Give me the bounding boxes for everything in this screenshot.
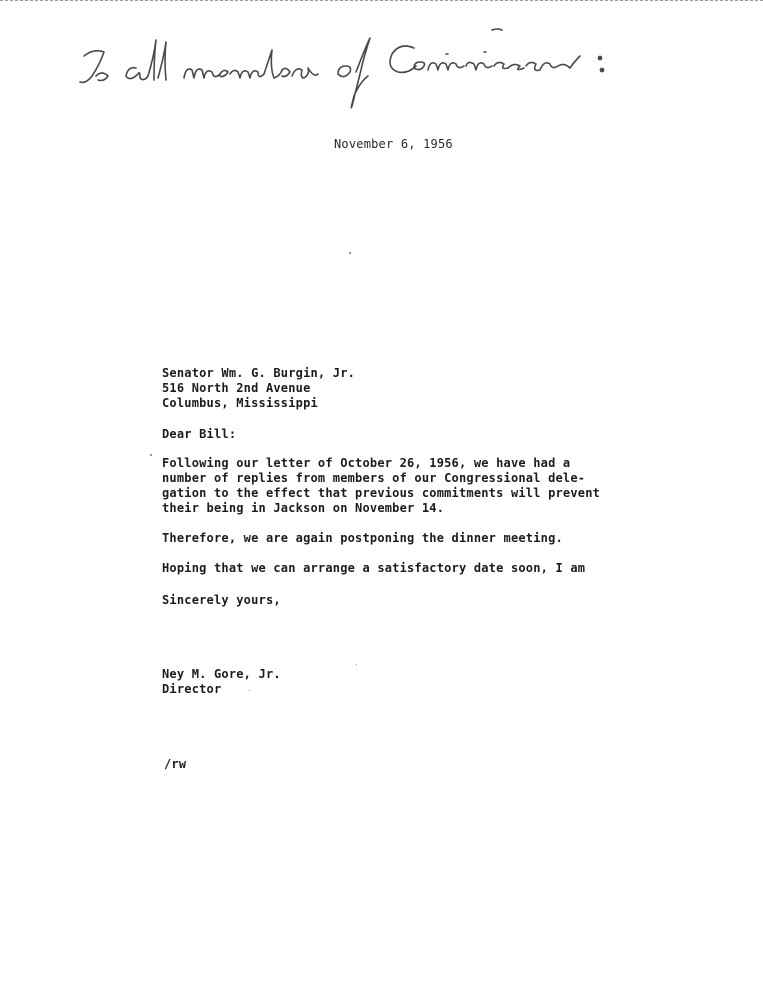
body-paragraph-1-line-1: Following our letter of October 26, 1956, we have had a [162, 456, 571, 470]
scan-speck [356, 664, 357, 665]
body-paragraph-2: Therefore, we are again postponing the dinner meeting. [162, 531, 563, 545]
scan-speck [150, 454, 152, 456]
recipient-city: Columbus, Mississippi [162, 396, 318, 410]
body-paragraph-1-line-3: gation to the effect that previous commitments will prevent [162, 486, 601, 500]
page-top-border [0, 0, 763, 1]
handwritten-note-drawing [74, 26, 634, 116]
signature-name: Ney M. Gore, Jr. [162, 667, 281, 681]
scan-speck [349, 252, 351, 254]
body-paragraph-1-line-2: number of replies from members of our Congressional dele- [162, 471, 586, 485]
body-paragraph-1-line-4: their being in Jackson on November 14. [162, 501, 445, 515]
scan-speck [249, 690, 250, 691]
body-paragraph-3: Hoping that we can arrange a satisfactory date soon, I am [162, 561, 586, 575]
closing: Sincerely yours, [162, 593, 281, 607]
reference-initials: /rw [164, 757, 187, 771]
salutation: Dear Bill: [162, 427, 237, 441]
signature-title: Director [162, 682, 222, 696]
handwritten-note [74, 26, 634, 116]
recipient-street: 516 North 2nd Avenue [162, 381, 311, 395]
recipient-name: Senator Wm. G. Burgin, Jr. [162, 366, 356, 380]
letter-date: November 6, 1956 [334, 137, 453, 151]
